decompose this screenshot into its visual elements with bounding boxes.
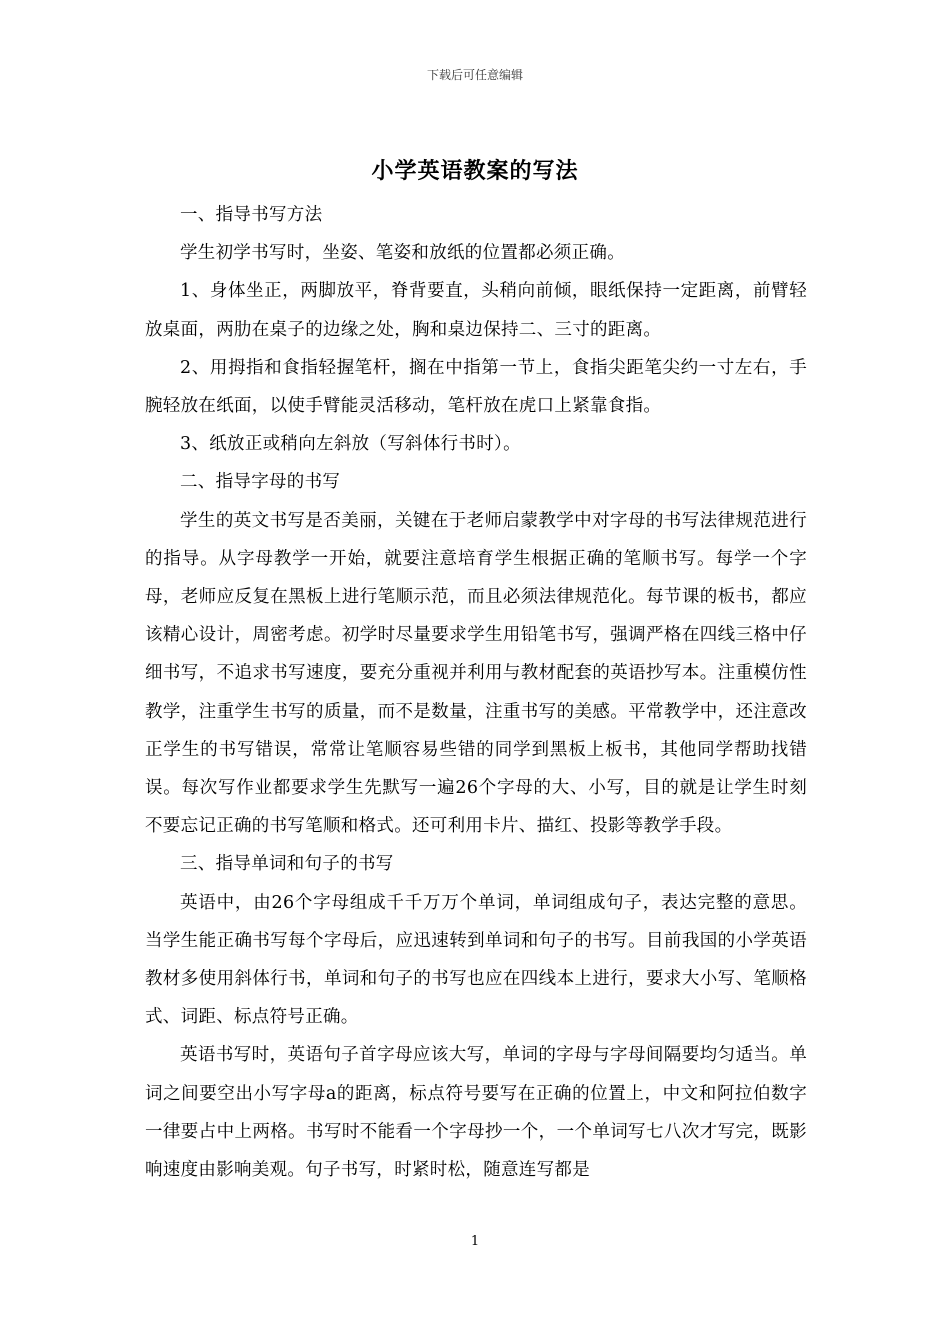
paragraph: 学生的英文书写是否美丽，关键在于老师启蒙教学中对字母的书写法律规范进行的指导。从字母教学一开始，就要注意培育学生根据正确的笔顺书写。每学一个字母，老师应反复在黑板上进行笔顺示范，而且必须法律规范化。每节课的板书，都应该精心设计，周密考虑。初学时尽量要求学生用铅笔书写，强调严格在四线三格中仔细书写，不追求书写速度，要充分重视并利用与教材配套的英语抄写本。注重模仿性教学，注重学生书写的质量，而不是数量，注重书写的美感。平常教学中，还注意改正学生的书写错误，常常让笔顺容易些错的同学到黑板上板书，其他同学帮助找错误。每次写作业都要求学生先默写一遍26个字母的大、小写，目的就是让学生时刻不要忘记正确的书写笔顺和格式。还可利用卡片、描红、投影等教学手段。 (145, 510, 807, 837)
paragraph: 学生初学书写时，坐姿、笔姿和放纸的位置都必须正确。 (180, 243, 625, 264)
document-title: 小学英语教案的写法 (371, 158, 579, 184)
paragraph: 英语书写时，英语句子首字母应该大写，单词的字母与字母间隔要均匀适当。单词之间要空出小写字母a的距离，标点符号要写在正确的位置上，中文和阿拉伯数字一律要占中上两格。书写时不能看一个字母抄一个，一个单词写七八次才写完，既影响速度由影响美观。句子书写，时紧时松，随意连写都是 (145, 1045, 807, 1181)
page-number: 1 (470, 1234, 480, 1249)
section-heading-3: 三、指导单词和句子的书写 (180, 854, 394, 875)
section-heading-2: 二、指导字母的书写 (180, 472, 341, 493)
section-heading-1: 一、指导书写方法 (180, 205, 323, 225)
header-note: 下载后可任意编辑 (426, 68, 523, 82)
paragraph: 1、身体坐正，两脚放平，脊背要直，头稍向前倾，眼纸保持一定距离，前臂轻放桌面，两肋在桌子的边缘之处，胸和桌边保持二、三寸的距离。 (145, 281, 807, 340)
paragraph: 3、纸放正或稍向左斜放（写斜体行书时）。 (180, 434, 521, 455)
paragraph: 2、用拇指和食指轻握笔杆，搁在中指第一节上，食指尖距笔尖约一寸左右，手腕轻放在纸面，以使手臂能灵活移动，笔杆放在虎口上紧靠食指。 (145, 357, 807, 417)
paragraph: 英语中，由26个字母组成千千万万个单词，单词组成句子，表达完整的意思。当学生能正确书写每个字母后，应迅速转到单词和句子的书写。目前我国的小学英语教材多使用斜体行书，单词和句子的书写也应在四线本上进行，要求大小写、笔顺格式、词距、标点符号正确。 (145, 892, 807, 1028)
document-body (145, 196, 807, 1189)
